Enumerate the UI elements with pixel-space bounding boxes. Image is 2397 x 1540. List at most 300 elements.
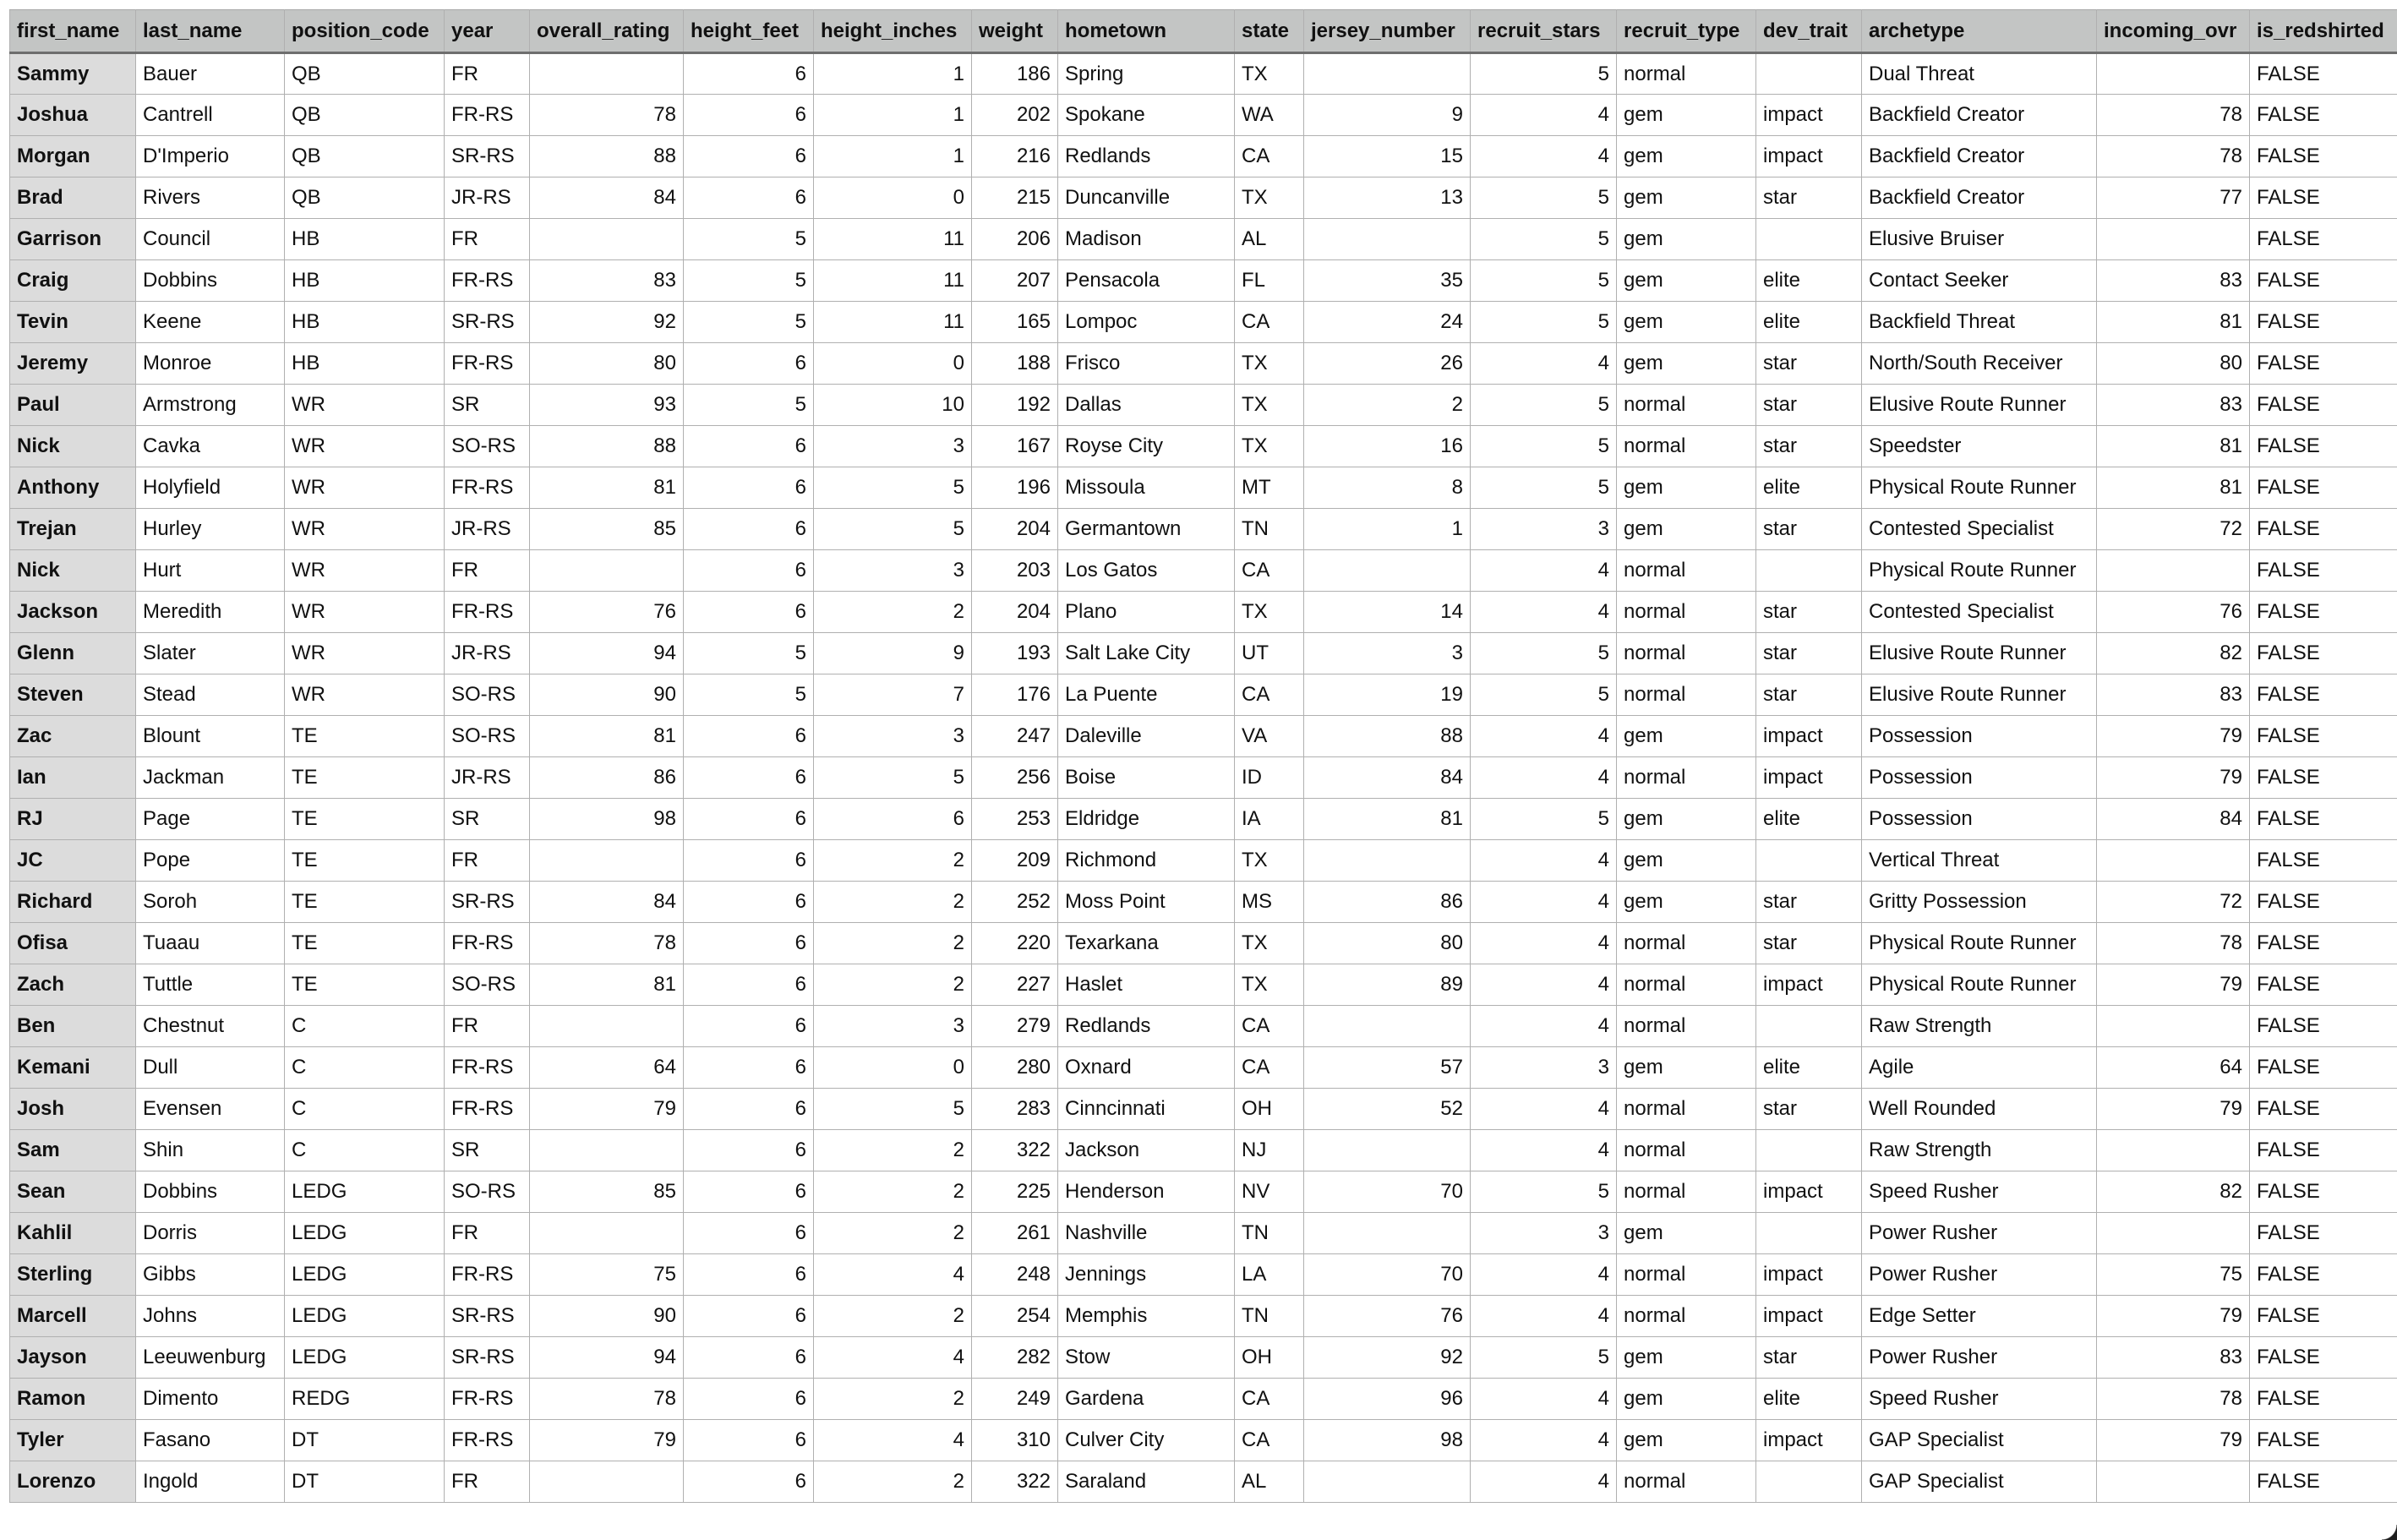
cell-state[interactable]: MS bbox=[1235, 882, 1304, 923]
cell-last-name[interactable]: Slater bbox=[136, 633, 285, 674]
cell-recruit-type[interactable]: normal bbox=[1617, 1296, 1756, 1337]
cell-hometown[interactable]: Royse City bbox=[1058, 426, 1235, 467]
cell-first-name[interactable]: Craig bbox=[10, 260, 136, 302]
cell-hometown[interactable]: Plano bbox=[1058, 592, 1235, 633]
cell-overall-rating[interactable] bbox=[530, 1213, 684, 1254]
column-header-year[interactable]: year bbox=[445, 10, 530, 53]
cell-recruit-stars[interactable]: 4 bbox=[1471, 1130, 1617, 1171]
cell-position-code[interactable]: HB bbox=[285, 302, 445, 343]
cell-height-inches[interactable]: 4 bbox=[814, 1254, 972, 1296]
cell-last-name[interactable]: Evensen bbox=[136, 1089, 285, 1130]
cell-overall-rating[interactable]: 64 bbox=[530, 1047, 684, 1089]
cell-is-redshirted[interactable]: FALSE bbox=[2250, 467, 2397, 509]
cell-weight[interactable]: 215 bbox=[972, 177, 1058, 219]
cell-jersey-number[interactable] bbox=[1304, 1213, 1471, 1254]
cell-position-code[interactable]: TE bbox=[285, 882, 445, 923]
column-header-weight[interactable]: weight bbox=[972, 10, 1058, 53]
cell-jersey-number[interactable]: 80 bbox=[1304, 923, 1471, 964]
cell-recruit-stars[interactable]: 4 bbox=[1471, 757, 1617, 799]
cell-height-feet[interactable]: 6 bbox=[684, 177, 814, 219]
cell-height-inches[interactable]: 11 bbox=[814, 219, 972, 260]
cell-jersey-number[interactable]: 98 bbox=[1304, 1420, 1471, 1461]
cell-height-inches[interactable]: 11 bbox=[814, 302, 972, 343]
cell-archetype[interactable]: Elusive Route Runner bbox=[1862, 385, 2097, 426]
cell-recruit-stars[interactable]: 5 bbox=[1471, 260, 1617, 302]
cell-recruit-stars[interactable]: 4 bbox=[1471, 1296, 1617, 1337]
cell-hometown[interactable]: Culver City bbox=[1058, 1420, 1235, 1461]
cell-is-redshirted[interactable]: FALSE bbox=[2250, 136, 2397, 177]
cell-height-inches[interactable]: 3 bbox=[814, 1006, 972, 1047]
cell-year[interactable]: FR-RS bbox=[445, 592, 530, 633]
cell-recruit-stars[interactable]: 4 bbox=[1471, 95, 1617, 136]
cell-first-name[interactable]: Nick bbox=[10, 426, 136, 467]
cell-recruit-stars[interactable]: 3 bbox=[1471, 1213, 1617, 1254]
cell-height-feet[interactable]: 6 bbox=[684, 467, 814, 509]
cell-incoming-ovr[interactable]: 78 bbox=[2097, 923, 2250, 964]
cell-height-feet[interactable]: 6 bbox=[684, 1296, 814, 1337]
cell-dev-trait[interactable] bbox=[1756, 53, 1862, 95]
cell-year[interactable]: FR-RS bbox=[445, 1047, 530, 1089]
cell-height-inches[interactable]: 9 bbox=[814, 633, 972, 674]
cell-year[interactable]: SR bbox=[445, 799, 530, 840]
cell-last-name[interactable]: Monroe bbox=[136, 343, 285, 385]
cell-position-code[interactable]: QB bbox=[285, 177, 445, 219]
cell-height-inches[interactable]: 6 bbox=[814, 799, 972, 840]
cell-last-name[interactable]: Bauer bbox=[136, 53, 285, 95]
cell-incoming-ovr[interactable]: 81 bbox=[2097, 426, 2250, 467]
cell-recruit-type[interactable]: normal bbox=[1617, 1006, 1756, 1047]
cell-hometown[interactable]: Frisco bbox=[1058, 343, 1235, 385]
cell-is-redshirted[interactable]: FALSE bbox=[2250, 95, 2397, 136]
cell-weight[interactable]: 227 bbox=[972, 964, 1058, 1006]
cell-first-name[interactable]: JC bbox=[10, 840, 136, 882]
cell-height-feet[interactable]: 6 bbox=[684, 1213, 814, 1254]
cell-weight[interactable]: 167 bbox=[972, 426, 1058, 467]
cell-archetype[interactable]: Dual Threat bbox=[1862, 53, 2097, 95]
cell-incoming-ovr[interactable]: 64 bbox=[2097, 1047, 2250, 1089]
cell-weight[interactable]: 254 bbox=[972, 1296, 1058, 1337]
cell-incoming-ovr[interactable]: 83 bbox=[2097, 385, 2250, 426]
cell-recruit-type[interactable]: gem bbox=[1617, 260, 1756, 302]
cell-incoming-ovr[interactable]: 80 bbox=[2097, 343, 2250, 385]
cell-incoming-ovr[interactable] bbox=[2097, 1213, 2250, 1254]
cell-overall-rating[interactable] bbox=[530, 1461, 684, 1503]
cell-first-name[interactable]: Zac bbox=[10, 716, 136, 757]
cell-dev-trait[interactable] bbox=[1756, 840, 1862, 882]
cell-year[interactable]: FR-RS bbox=[445, 343, 530, 385]
cell-is-redshirted[interactable]: FALSE bbox=[2250, 260, 2397, 302]
cell-dev-trait[interactable]: elite bbox=[1756, 260, 1862, 302]
cell-recruit-stars[interactable]: 4 bbox=[1471, 592, 1617, 633]
cell-recruit-type[interactable]: normal bbox=[1617, 757, 1756, 799]
cell-dev-trait[interactable]: star bbox=[1756, 674, 1862, 716]
cell-dev-trait[interactable]: impact bbox=[1756, 964, 1862, 1006]
cell-year[interactable]: FR-RS bbox=[445, 467, 530, 509]
cell-height-inches[interactable]: 2 bbox=[814, 1171, 972, 1213]
cell-incoming-ovr[interactable] bbox=[2097, 219, 2250, 260]
cell-is-redshirted[interactable]: FALSE bbox=[2250, 923, 2397, 964]
cell-height-inches[interactable]: 2 bbox=[814, 1130, 972, 1171]
cell-archetype[interactable]: GAP Specialist bbox=[1862, 1461, 2097, 1503]
cell-incoming-ovr[interactable]: 83 bbox=[2097, 260, 2250, 302]
cell-height-inches[interactable]: 0 bbox=[814, 1047, 972, 1089]
cell-hometown[interactable]: La Puente bbox=[1058, 674, 1235, 716]
cell-recruit-type[interactable]: gem bbox=[1617, 467, 1756, 509]
cell-year[interactable]: SO-RS bbox=[445, 426, 530, 467]
column-header-first-name[interactable]: first_name bbox=[10, 10, 136, 53]
cell-hometown[interactable]: Nashville bbox=[1058, 1213, 1235, 1254]
cell-first-name[interactable]: Kemani bbox=[10, 1047, 136, 1089]
cell-weight[interactable]: 192 bbox=[972, 385, 1058, 426]
cell-height-feet[interactable]: 6 bbox=[684, 592, 814, 633]
cell-last-name[interactable]: Cantrell bbox=[136, 95, 285, 136]
cell-height-inches[interactable]: 5 bbox=[814, 509, 972, 550]
cell-recruit-stars[interactable]: 3 bbox=[1471, 1047, 1617, 1089]
cell-height-feet[interactable]: 5 bbox=[684, 633, 814, 674]
cell-incoming-ovr[interactable]: 75 bbox=[2097, 1254, 2250, 1296]
cell-recruit-type[interactable]: gem bbox=[1617, 343, 1756, 385]
cell-recruit-type[interactable]: normal bbox=[1617, 633, 1756, 674]
cell-recruit-stars[interactable]: 4 bbox=[1471, 964, 1617, 1006]
cell-recruit-stars[interactable]: 5 bbox=[1471, 467, 1617, 509]
cell-hometown[interactable]: Stow bbox=[1058, 1337, 1235, 1379]
cell-first-name[interactable]: Ofisa bbox=[10, 923, 136, 964]
cell-dev-trait[interactable] bbox=[1756, 1130, 1862, 1171]
cell-recruit-type[interactable]: gem bbox=[1617, 799, 1756, 840]
cell-first-name[interactable]: Anthony bbox=[10, 467, 136, 509]
cell-jersey-number[interactable]: 89 bbox=[1304, 964, 1471, 1006]
cell-archetype[interactable]: Speed Rusher bbox=[1862, 1379, 2097, 1420]
cell-recruit-type[interactable]: normal bbox=[1617, 1461, 1756, 1503]
cell-height-feet[interactable]: 6 bbox=[684, 1254, 814, 1296]
column-header-height-feet[interactable]: height_feet bbox=[684, 10, 814, 53]
cell-archetype[interactable]: Raw Strength bbox=[1862, 1130, 2097, 1171]
cell-incoming-ovr[interactable] bbox=[2097, 1006, 2250, 1047]
cell-recruit-stars[interactable]: 5 bbox=[1471, 1337, 1617, 1379]
cell-height-inches[interactable]: 11 bbox=[814, 260, 972, 302]
cell-hometown[interactable]: Salt Lake City bbox=[1058, 633, 1235, 674]
cell-state[interactable]: CA bbox=[1235, 136, 1304, 177]
cell-first-name[interactable]: Joshua bbox=[10, 95, 136, 136]
cell-incoming-ovr[interactable]: 76 bbox=[2097, 592, 2250, 633]
cell-recruit-type[interactable]: gem bbox=[1617, 716, 1756, 757]
cell-overall-rating[interactable] bbox=[530, 53, 684, 95]
cell-jersey-number[interactable]: 3 bbox=[1304, 633, 1471, 674]
column-header-is-redshirted[interactable]: is_redshirted bbox=[2250, 10, 2397, 53]
cell-jersey-number[interactable]: 14 bbox=[1304, 592, 1471, 633]
cell-jersey-number[interactable] bbox=[1304, 550, 1471, 592]
cell-hometown[interactable]: Lompoc bbox=[1058, 302, 1235, 343]
cell-state[interactable]: IA bbox=[1235, 799, 1304, 840]
cell-position-code[interactable]: WR bbox=[285, 385, 445, 426]
cell-first-name[interactable]: Trejan bbox=[10, 509, 136, 550]
cell-dev-trait[interactable]: star bbox=[1756, 385, 1862, 426]
cell-dev-trait[interactable]: star bbox=[1756, 923, 1862, 964]
cell-archetype[interactable]: Possession bbox=[1862, 799, 2097, 840]
cell-height-feet[interactable]: 6 bbox=[684, 716, 814, 757]
cell-weight[interactable]: 176 bbox=[972, 674, 1058, 716]
cell-recruit-type[interactable]: normal bbox=[1617, 592, 1756, 633]
cell-recruit-stars[interactable]: 5 bbox=[1471, 302, 1617, 343]
cell-year[interactable]: SR-RS bbox=[445, 1296, 530, 1337]
cell-archetype[interactable]: Backfield Creator bbox=[1862, 136, 2097, 177]
cell-position-code[interactable]: TE bbox=[285, 716, 445, 757]
cell-weight[interactable]: 203 bbox=[972, 550, 1058, 592]
cell-recruit-type[interactable]: normal bbox=[1617, 923, 1756, 964]
cell-first-name[interactable]: Sam bbox=[10, 1130, 136, 1171]
cell-last-name[interactable]: Holyfield bbox=[136, 467, 285, 509]
cell-year[interactable]: SR-RS bbox=[445, 136, 530, 177]
cell-last-name[interactable]: Chestnut bbox=[136, 1006, 285, 1047]
cell-last-name[interactable]: Page bbox=[136, 799, 285, 840]
column-header-recruit-stars[interactable]: recruit_stars bbox=[1471, 10, 1617, 53]
cell-is-redshirted[interactable]: FALSE bbox=[2250, 633, 2397, 674]
cell-state[interactable]: CA bbox=[1235, 1379, 1304, 1420]
cell-year[interactable]: FR-RS bbox=[445, 95, 530, 136]
cell-is-redshirted[interactable]: FALSE bbox=[2250, 550, 2397, 592]
cell-weight[interactable]: 256 bbox=[972, 757, 1058, 799]
cell-weight[interactable]: 225 bbox=[972, 1171, 1058, 1213]
cell-recruit-stars[interactable]: 5 bbox=[1471, 219, 1617, 260]
cell-height-inches[interactable]: 2 bbox=[814, 1296, 972, 1337]
cell-recruit-stars[interactable]: 5 bbox=[1471, 177, 1617, 219]
cell-hometown[interactable]: Richmond bbox=[1058, 840, 1235, 882]
cell-height-feet[interactable]: 6 bbox=[684, 1379, 814, 1420]
cell-archetype[interactable]: Well Rounded bbox=[1862, 1089, 2097, 1130]
cell-year[interactable]: SO-RS bbox=[445, 716, 530, 757]
cell-height-inches[interactable]: 2 bbox=[814, 1213, 972, 1254]
cell-height-inches[interactable]: 1 bbox=[814, 95, 972, 136]
cell-overall-rating[interactable]: 93 bbox=[530, 385, 684, 426]
cell-incoming-ovr[interactable]: 83 bbox=[2097, 1337, 2250, 1379]
column-header-jersey-number[interactable]: jersey_number bbox=[1304, 10, 1471, 53]
cell-jersey-number[interactable] bbox=[1304, 1461, 1471, 1503]
cell-dev-trait[interactable]: star bbox=[1756, 177, 1862, 219]
cell-overall-rating[interactable]: 86 bbox=[530, 757, 684, 799]
cell-hometown[interactable]: Duncanville bbox=[1058, 177, 1235, 219]
cell-last-name[interactable]: Dobbins bbox=[136, 260, 285, 302]
cell-recruit-type[interactable]: normal bbox=[1617, 385, 1756, 426]
cell-hometown[interactable]: Boise bbox=[1058, 757, 1235, 799]
cell-recruit-stars[interactable]: 5 bbox=[1471, 426, 1617, 467]
cell-state[interactable]: AL bbox=[1235, 1461, 1304, 1503]
cell-overall-rating[interactable]: 85 bbox=[530, 509, 684, 550]
cell-last-name[interactable]: Rivers bbox=[136, 177, 285, 219]
column-header-last-name[interactable]: last_name bbox=[136, 10, 285, 53]
cell-is-redshirted[interactable]: FALSE bbox=[2250, 343, 2397, 385]
cell-height-feet[interactable]: 5 bbox=[684, 385, 814, 426]
cell-recruit-stars[interactable]: 4 bbox=[1471, 1006, 1617, 1047]
cell-first-name[interactable]: Tyler bbox=[10, 1420, 136, 1461]
cell-first-name[interactable]: Jeremy bbox=[10, 343, 136, 385]
cell-position-code[interactable]: QB bbox=[285, 95, 445, 136]
cell-dev-trait[interactable]: star bbox=[1756, 1089, 1862, 1130]
cell-jersey-number[interactable]: 24 bbox=[1304, 302, 1471, 343]
cell-recruit-type[interactable]: normal bbox=[1617, 1130, 1756, 1171]
cell-hometown[interactable]: Redlands bbox=[1058, 1006, 1235, 1047]
cell-recruit-type[interactable]: normal bbox=[1617, 1089, 1756, 1130]
cell-height-inches[interactable]: 2 bbox=[814, 882, 972, 923]
cell-last-name[interactable]: Soroh bbox=[136, 882, 285, 923]
cell-overall-rating[interactable]: 94 bbox=[530, 1337, 684, 1379]
cell-first-name[interactable]: Ben bbox=[10, 1006, 136, 1047]
cell-dev-trait[interactable]: impact bbox=[1756, 757, 1862, 799]
cell-height-feet[interactable]: 6 bbox=[684, 1130, 814, 1171]
cell-hometown[interactable]: Redlands bbox=[1058, 136, 1235, 177]
cell-incoming-ovr[interactable]: 78 bbox=[2097, 1379, 2250, 1420]
cell-state[interactable]: CA bbox=[1235, 302, 1304, 343]
cell-archetype[interactable]: Elusive Route Runner bbox=[1862, 633, 2097, 674]
cell-state[interactable]: NV bbox=[1235, 1171, 1304, 1213]
cell-recruit-stars[interactable]: 4 bbox=[1471, 1420, 1617, 1461]
cell-weight[interactable]: 188 bbox=[972, 343, 1058, 385]
cell-first-name[interactable]: Tevin bbox=[10, 302, 136, 343]
cell-last-name[interactable]: Dobbins bbox=[136, 1171, 285, 1213]
cell-archetype[interactable]: Contested Specialist bbox=[1862, 592, 2097, 633]
cell-overall-rating[interactable]: 81 bbox=[530, 964, 684, 1006]
cell-incoming-ovr[interactable]: 77 bbox=[2097, 177, 2250, 219]
cell-hometown[interactable]: Cinncinnati bbox=[1058, 1089, 1235, 1130]
cell-position-code[interactable]: QB bbox=[285, 53, 445, 95]
column-header-overall-rating[interactable]: overall_rating bbox=[530, 10, 684, 53]
cell-recruit-type[interactable]: gem bbox=[1617, 136, 1756, 177]
cell-first-name[interactable]: Brad bbox=[10, 177, 136, 219]
cell-archetype[interactable]: Speedster bbox=[1862, 426, 2097, 467]
cell-jersey-number[interactable] bbox=[1304, 53, 1471, 95]
cell-state[interactable]: VA bbox=[1235, 716, 1304, 757]
cell-state[interactable]: OH bbox=[1235, 1337, 1304, 1379]
cell-is-redshirted[interactable]: FALSE bbox=[2250, 302, 2397, 343]
cell-dev-trait[interactable] bbox=[1756, 1006, 1862, 1047]
cell-position-code[interactable]: DT bbox=[285, 1420, 445, 1461]
cell-position-code[interactable]: LEDG bbox=[285, 1337, 445, 1379]
cell-height-inches[interactable]: 3 bbox=[814, 550, 972, 592]
cell-weight[interactable]: 310 bbox=[972, 1420, 1058, 1461]
cell-jersey-number[interactable]: 76 bbox=[1304, 1296, 1471, 1337]
cell-incoming-ovr[interactable]: 79 bbox=[2097, 1089, 2250, 1130]
cell-last-name[interactable]: Dimento bbox=[136, 1379, 285, 1420]
cell-recruit-stars[interactable]: 4 bbox=[1471, 923, 1617, 964]
cell-last-name[interactable]: Hurley bbox=[136, 509, 285, 550]
cell-height-feet[interactable]: 6 bbox=[684, 1420, 814, 1461]
cell-weight[interactable]: 209 bbox=[972, 840, 1058, 882]
cell-last-name[interactable]: Gibbs bbox=[136, 1254, 285, 1296]
cell-state[interactable]: TX bbox=[1235, 426, 1304, 467]
cell-archetype[interactable]: Power Rusher bbox=[1862, 1337, 2097, 1379]
cell-jersey-number[interactable]: 13 bbox=[1304, 177, 1471, 219]
cell-recruit-type[interactable]: gem bbox=[1617, 95, 1756, 136]
cell-weight[interactable]: 186 bbox=[972, 53, 1058, 95]
cell-recruit-stars[interactable]: 4 bbox=[1471, 343, 1617, 385]
cell-is-redshirted[interactable]: FALSE bbox=[2250, 1089, 2397, 1130]
cell-last-name[interactable]: Blount bbox=[136, 716, 285, 757]
cell-overall-rating[interactable]: 79 bbox=[530, 1089, 684, 1130]
cell-year[interactable]: SR-RS bbox=[445, 1337, 530, 1379]
cell-is-redshirted[interactable]: FALSE bbox=[2250, 882, 2397, 923]
cell-is-redshirted[interactable]: FALSE bbox=[2250, 385, 2397, 426]
cell-height-feet[interactable]: 6 bbox=[684, 343, 814, 385]
cell-jersey-number[interactable]: 70 bbox=[1304, 1254, 1471, 1296]
cell-jersey-number[interactable] bbox=[1304, 219, 1471, 260]
cell-position-code[interactable]: WR bbox=[285, 426, 445, 467]
cell-year[interactable]: FR bbox=[445, 840, 530, 882]
cell-recruit-stars[interactable]: 4 bbox=[1471, 1461, 1617, 1503]
cell-archetype[interactable]: Power Rusher bbox=[1862, 1213, 2097, 1254]
cell-height-inches[interactable]: 2 bbox=[814, 840, 972, 882]
cell-dev-trait[interactable]: impact bbox=[1756, 1296, 1862, 1337]
cell-first-name[interactable]: Morgan bbox=[10, 136, 136, 177]
cell-archetype[interactable]: Physical Route Runner bbox=[1862, 550, 2097, 592]
cell-last-name[interactable]: Stead bbox=[136, 674, 285, 716]
cell-recruit-stars[interactable]: 5 bbox=[1471, 385, 1617, 426]
cell-incoming-ovr[interactable] bbox=[2097, 1461, 2250, 1503]
cell-overall-rating[interactable]: 88 bbox=[530, 136, 684, 177]
cell-incoming-ovr[interactable]: 79 bbox=[2097, 716, 2250, 757]
cell-incoming-ovr[interactable]: 79 bbox=[2097, 1296, 2250, 1337]
cell-height-feet[interactable]: 5 bbox=[684, 674, 814, 716]
cell-dev-trait[interactable]: star bbox=[1756, 1337, 1862, 1379]
cell-overall-rating[interactable]: 83 bbox=[530, 260, 684, 302]
cell-height-inches[interactable]: 1 bbox=[814, 136, 972, 177]
column-header-hometown[interactable]: hometown bbox=[1058, 10, 1235, 53]
cell-recruit-stars[interactable]: 5 bbox=[1471, 633, 1617, 674]
cell-year[interactable]: FR bbox=[445, 1006, 530, 1047]
cell-position-code[interactable]: HB bbox=[285, 219, 445, 260]
cell-weight[interactable]: 279 bbox=[972, 1006, 1058, 1047]
cell-dev-trait[interactable]: impact bbox=[1756, 1171, 1862, 1213]
cell-state[interactable]: UT bbox=[1235, 633, 1304, 674]
cell-hometown[interactable]: Spokane bbox=[1058, 95, 1235, 136]
cell-dev-trait[interactable] bbox=[1756, 550, 1862, 592]
cell-recruit-type[interactable]: gem bbox=[1617, 1337, 1756, 1379]
cell-weight[interactable]: 322 bbox=[972, 1461, 1058, 1503]
cell-state[interactable]: CA bbox=[1235, 1047, 1304, 1089]
cell-incoming-ovr[interactable]: 79 bbox=[2097, 1420, 2250, 1461]
cell-year[interactable]: FR bbox=[445, 53, 530, 95]
cell-position-code[interactable]: QB bbox=[285, 136, 445, 177]
cell-state[interactable]: FL bbox=[1235, 260, 1304, 302]
cell-state[interactable]: NJ bbox=[1235, 1130, 1304, 1171]
cell-is-redshirted[interactable]: FALSE bbox=[2250, 1006, 2397, 1047]
cell-dev-trait[interactable]: star bbox=[1756, 633, 1862, 674]
cell-year[interactable]: FR bbox=[445, 1213, 530, 1254]
cell-height-inches[interactable]: 5 bbox=[814, 467, 972, 509]
cell-weight[interactable]: 252 bbox=[972, 882, 1058, 923]
cell-weight[interactable]: 165 bbox=[972, 302, 1058, 343]
cell-weight[interactable]: 207 bbox=[972, 260, 1058, 302]
cell-weight[interactable]: 283 bbox=[972, 1089, 1058, 1130]
cell-recruit-stars[interactable]: 4 bbox=[1471, 716, 1617, 757]
cell-jersey-number[interactable]: 26 bbox=[1304, 343, 1471, 385]
cell-recruit-type[interactable]: gem bbox=[1617, 1213, 1756, 1254]
cell-height-inches[interactable]: 0 bbox=[814, 343, 972, 385]
cell-hometown[interactable]: Henderson bbox=[1058, 1171, 1235, 1213]
cell-hometown[interactable]: Los Gatos bbox=[1058, 550, 1235, 592]
cell-last-name[interactable]: Armstrong bbox=[136, 385, 285, 426]
cell-dev-trait[interactable]: impact bbox=[1756, 716, 1862, 757]
cell-jersey-number[interactable]: 15 bbox=[1304, 136, 1471, 177]
cell-first-name[interactable]: Jackson bbox=[10, 592, 136, 633]
cell-height-feet[interactable]: 6 bbox=[684, 1171, 814, 1213]
cell-recruit-type[interactable]: normal bbox=[1617, 1254, 1756, 1296]
cell-recruit-stars[interactable]: 4 bbox=[1471, 1379, 1617, 1420]
cell-dev-trait[interactable]: impact bbox=[1756, 95, 1862, 136]
cell-is-redshirted[interactable]: FALSE bbox=[2250, 716, 2397, 757]
cell-hometown[interactable]: Jackson bbox=[1058, 1130, 1235, 1171]
cell-year[interactable]: SR-RS bbox=[445, 302, 530, 343]
cell-recruit-type[interactable]: gem bbox=[1617, 1420, 1756, 1461]
cell-state[interactable]: TN bbox=[1235, 1213, 1304, 1254]
